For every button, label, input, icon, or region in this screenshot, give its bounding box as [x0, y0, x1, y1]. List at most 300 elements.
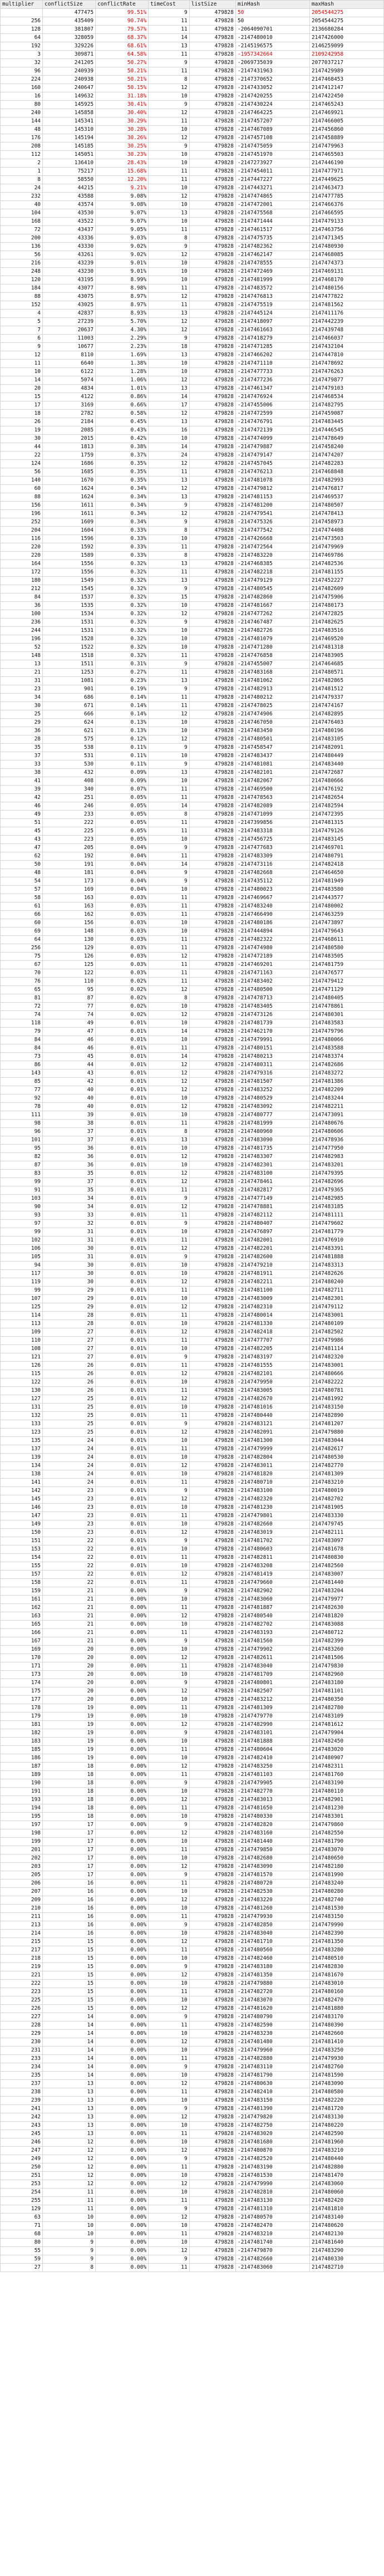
- cell-time-cost[interactable]: 12: [149, 485, 190, 493]
- cell-conflict-rate[interactable]: 0.00%: [96, 1955, 149, 1963]
- cell-min-hash[interactable]: -2147482218: [235, 568, 309, 577]
- cell-max-hash[interactable]: 2147480220: [309, 2122, 383, 2130]
- cell-conflict-rate[interactable]: 0.01%: [96, 1078, 149, 1086]
- cell-list-size[interactable]: 479828: [189, 2097, 235, 2105]
- cell-max-hash[interactable]: 2147476577: [309, 969, 383, 978]
- cell-conflict-size[interactable]: 24: [43, 1479, 96, 1487]
- cell-time-cost[interactable]: 12: [149, 2038, 190, 2047]
- cell-conflict-size[interactable]: 129: [43, 944, 96, 953]
- cell-max-hash[interactable]: 2147480060: [309, 2189, 383, 2197]
- cell-multiplier[interactable]: 240: [1, 109, 43, 117]
- cell-list-size[interactable]: 479828: [189, 2122, 235, 2130]
- cell-time-cost[interactable]: 10: [149, 1838, 190, 1846]
- cell-time-cost[interactable]: 12: [149, 1571, 190, 1579]
- cell-min-hash[interactable]: -2147481530: [235, 2172, 309, 2180]
- cell-conflict-rate[interactable]: 0.00%: [96, 1871, 149, 1880]
- cell-conflict-rate[interactable]: 0.01%: [96, 1203, 149, 1211]
- cell-conflict-rate[interactable]: 0.03%: [96, 911, 149, 919]
- cell-conflict-size[interactable]: 145858: [43, 109, 96, 117]
- cell-multiplier[interactable]: 171: [1, 1662, 43, 1671]
- header-multiplier[interactable]: multiplier: [1, 1, 43, 9]
- cell-time-cost[interactable]: 11: [149, 1237, 190, 1245]
- cell-time-cost[interactable]: 12: [149, 109, 190, 117]
- cell-conflict-size[interactable]: 13: [43, 2130, 96, 2138]
- cell-max-hash[interactable]: 2147482536: [309, 560, 383, 568]
- cell-min-hash[interactable]: -2147466202: [235, 351, 309, 360]
- cell-list-size[interactable]: 479828: [189, 1512, 235, 1520]
- cell-time-cost[interactable]: 10: [149, 1562, 190, 1571]
- cell-list-size[interactable]: 479828: [189, 2147, 235, 2155]
- cell-conflict-size[interactable]: 1534: [43, 610, 96, 619]
- cell-list-size[interactable]: 479828: [189, 1854, 235, 1863]
- cell-min-hash[interactable]: -1957342664: [235, 51, 309, 59]
- cell-time-cost[interactable]: 10: [149, 1980, 190, 1988]
- cell-multiplier[interactable]: [1, 9, 43, 17]
- cell-conflict-rate[interactable]: 0.00%: [96, 1888, 149, 1896]
- cell-list-size[interactable]: 479828: [189, 1713, 235, 1721]
- cell-time-cost[interactable]: 11: [149, 1387, 190, 1395]
- cell-list-size[interactable]: 479828: [189, 1153, 235, 1161]
- cell-max-hash[interactable]: 2147481230: [309, 1804, 383, 1813]
- cell-list-size[interactable]: 479828: [189, 134, 235, 143]
- cell-min-hash[interactable]: -2147480777: [235, 1111, 309, 1120]
- cell-min-hash[interactable]: -2147471285: [235, 343, 309, 351]
- cell-time-cost[interactable]: 11: [149, 1579, 190, 1587]
- cell-min-hash[interactable]: -2147478025: [235, 702, 309, 710]
- cell-time-cost[interactable]: 11: [149, 2230, 190, 2239]
- header-list-size[interactable]: listSize: [189, 1, 235, 9]
- cell-conflict-rate[interactable]: 9.01%: [96, 259, 149, 268]
- cell-list-size[interactable]: 479828: [189, 51, 235, 59]
- cell-min-hash[interactable]: -2147481667: [235, 602, 309, 610]
- cell-list-size[interactable]: 479828: [189, 1019, 235, 1028]
- cell-conflict-rate[interactable]: 0.14%: [96, 710, 149, 719]
- cell-conflict-rate[interactable]: 0.01%: [96, 1186, 149, 1195]
- cell-min-hash[interactable]: -2147482817: [235, 1186, 309, 1195]
- cell-conflict-size[interactable]: 163: [43, 894, 96, 902]
- cell-time-cost[interactable]: 10: [149, 151, 190, 159]
- cell-conflict-size[interactable]: 15: [43, 1955, 96, 1963]
- cell-max-hash[interactable]: 2147481640: [309, 2239, 383, 2247]
- cell-time-cost[interactable]: 10: [149, 777, 190, 786]
- cell-multiplier[interactable]: 196: [1, 635, 43, 644]
- cell-time-cost[interactable]: 10: [149, 1854, 190, 1863]
- cell-time-cost[interactable]: 10: [149, 1228, 190, 1237]
- cell-list-size[interactable]: 479828: [189, 769, 235, 777]
- cell-multiplier[interactable]: 96: [1, 1128, 43, 1136]
- cell-conflict-size[interactable]: 36: [43, 1153, 96, 1161]
- cell-conflict-rate[interactable]: 0.00%: [96, 1713, 149, 1721]
- cell-conflict-size[interactable]: 21: [43, 1604, 96, 1612]
- cell-multiplier[interactable]: 211: [1, 1913, 43, 1921]
- cell-time-cost[interactable]: 11: [149, 1554, 190, 1562]
- cell-min-hash[interactable]: -2147426668: [235, 535, 309, 543]
- cell-max-hash[interactable]: 2147483001: [309, 1362, 383, 1370]
- cell-conflict-rate[interactable]: 0.02%: [96, 994, 149, 1003]
- cell-conflict-rate[interactable]: 30.23%: [96, 151, 149, 159]
- cell-multiplier[interactable]: 207: [1, 1888, 43, 1896]
- cell-conflict-rate[interactable]: 0.01%: [96, 1228, 149, 1237]
- cell-min-hash[interactable]: -2147480440: [235, 1412, 309, 1420]
- cell-list-size[interactable]: 479828: [189, 1629, 235, 1637]
- cell-max-hash[interactable]: 2147483044: [309, 1437, 383, 1445]
- cell-multiplier[interactable]: 91: [1, 1186, 43, 1195]
- cell-conflict-rate[interactable]: 0.03%: [96, 953, 149, 961]
- cell-time-cost[interactable]: 12: [149, 1687, 190, 1696]
- cell-max-hash[interactable]: 2147479133: [309, 218, 383, 226]
- cell-conflict-size[interactable]: 22: [43, 1562, 96, 1571]
- cell-conflict-size[interactable]: 77: [43, 1003, 96, 1011]
- cell-conflict-rate[interactable]: 0.00%: [96, 1946, 149, 1955]
- cell-multiplier[interactable]: 67: [1, 961, 43, 969]
- cell-min-hash[interactable]: -2147476897: [235, 1228, 309, 1237]
- cell-conflict-rate[interactable]: 0.01%: [96, 1512, 149, 1520]
- cell-conflict-size[interactable]: 40: [43, 1095, 96, 1103]
- cell-min-hash[interactable]: -2147482112: [235, 1211, 309, 1220]
- cell-conflict-size[interactable]: 28: [43, 1320, 96, 1328]
- cell-time-cost[interactable]: 10: [149, 2072, 190, 2080]
- cell-conflict-size[interactable]: 28: [43, 1312, 96, 1320]
- cell-max-hash[interactable]: 2147479337: [309, 694, 383, 702]
- cell-time-cost[interactable]: 12: [149, 1370, 190, 1378]
- cell-conflict-rate[interactable]: 0.00%: [96, 2105, 149, 2113]
- cell-list-size[interactable]: 479828: [189, 1053, 235, 1061]
- cell-multiplier[interactable]: 19: [1, 426, 43, 435]
- cell-max-hash[interactable]: 2147480571: [309, 669, 383, 677]
- cell-conflict-size[interactable]: 23: [43, 1495, 96, 1504]
- cell-conflict-rate[interactable]: 0.32%: [96, 635, 149, 644]
- cell-max-hash[interactable]: 2147483185: [309, 1203, 383, 1211]
- cell-conflict-size[interactable]: 14: [43, 2021, 96, 2030]
- cell-max-hash[interactable]: 2147474167: [309, 702, 383, 710]
- cell-list-size[interactable]: 479828: [189, 1804, 235, 1813]
- cell-conflict-rate[interactable]: 0.35%: [96, 460, 149, 468]
- cell-multiplier[interactable]: 78: [1, 1103, 43, 1111]
- cell-multiplier[interactable]: 96: [1, 67, 43, 76]
- cell-conflict-rate[interactable]: 0.01%: [96, 1053, 149, 1061]
- cell-min-hash[interactable]: -2147479902: [235, 1646, 309, 1654]
- cell-multiplier[interactable]: 90: [1, 1203, 43, 1211]
- cell-multiplier[interactable]: 201: [1, 1846, 43, 1854]
- cell-conflict-rate[interactable]: 0.03%: [96, 894, 149, 902]
- cell-conflict-size[interactable]: 408: [43, 777, 96, 786]
- cell-min-hash[interactable]: -2147477542: [235, 527, 309, 535]
- cell-conflict-size[interactable]: 13: [43, 2080, 96, 2088]
- cell-time-cost[interactable]: 12: [149, 610, 190, 619]
- cell-max-hash[interactable]: 2077037217: [309, 59, 383, 67]
- cell-max-hash[interactable]: 2147483010: [309, 1980, 383, 1988]
- cell-conflict-size[interactable]: 10: [43, 2222, 96, 2230]
- cell-multiplier[interactable]: 181: [1, 1721, 43, 1729]
- cell-multiplier[interactable]: 228: [1, 2021, 43, 2030]
- cell-max-hash[interactable]: 2147480002: [309, 902, 383, 911]
- cell-conflict-size[interactable]: 223: [43, 836, 96, 844]
- cell-multiplier[interactable]: 195: [1, 1813, 43, 1821]
- cell-list-size[interactable]: 479828: [189, 1086, 235, 1095]
- cell-max-hash[interactable]: 2147446545: [309, 426, 383, 435]
- cell-conflict-size[interactable]: 21: [43, 1587, 96, 1596]
- cell-list-size[interactable]: 479828: [189, 986, 235, 994]
- cell-conflict-rate[interactable]: 0.34%: [96, 510, 149, 518]
- cell-multiplier[interactable]: 52: [1, 644, 43, 652]
- cell-list-size[interactable]: 479828: [189, 209, 235, 218]
- cell-list-size[interactable]: 479828: [189, 1921, 235, 1930]
- cell-list-size[interactable]: 479828: [189, 1821, 235, 1829]
- cell-max-hash[interactable]: 2147483588: [309, 1044, 383, 1053]
- cell-conflict-rate[interactable]: 30.25%: [96, 143, 149, 151]
- cell-multiplier[interactable]: 193: [1, 1796, 43, 1804]
- cell-list-size[interactable]: 479828: [189, 1520, 235, 1529]
- cell-min-hash[interactable]: -2147469201: [235, 961, 309, 969]
- cell-time-cost[interactable]: 11: [149, 1846, 190, 1854]
- cell-conflict-rate[interactable]: 79.57%: [96, 26, 149, 34]
- cell-multiplier[interactable]: 235: [1, 2072, 43, 2080]
- cell-max-hash[interactable]: 2147475906: [309, 593, 383, 602]
- cell-max-hash[interactable]: 2147482626: [309, 1270, 383, 1278]
- cell-time-cost[interactable]: 11: [149, 894, 190, 902]
- cell-min-hash[interactable]: -2147481570: [235, 1871, 309, 1880]
- cell-min-hash[interactable]: -2147456725: [235, 836, 309, 844]
- cell-conflict-size[interactable]: 1556: [43, 560, 96, 568]
- cell-list-size[interactable]: 479828: [189, 627, 235, 635]
- cell-time-cost[interactable]: 11: [149, 51, 190, 59]
- cell-max-hash[interactable]: 2147482283: [309, 460, 383, 468]
- cell-min-hash[interactable]: -2147483060: [235, 2264, 309, 2272]
- cell-conflict-rate[interactable]: 0.01%: [96, 1554, 149, 1562]
- cell-conflict-rate[interactable]: 0.34%: [96, 485, 149, 493]
- cell-conflict-rate[interactable]: 0.03%: [96, 961, 149, 969]
- cell-multiplier[interactable]: 213: [1, 1921, 43, 1930]
- cell-multiplier[interactable]: 141: [1, 1479, 43, 1487]
- cell-conflict-size[interactable]: 15: [43, 1946, 96, 1955]
- cell-conflict-size[interactable]: 4834: [43, 385, 96, 393]
- cell-max-hash[interactable]: 2147464650: [309, 869, 383, 877]
- cell-list-size[interactable]: 479828: [189, 193, 235, 201]
- cell-list-size[interactable]: 479828: [189, 685, 235, 694]
- cell-min-hash[interactable]: -2147479870: [235, 2247, 309, 2255]
- cell-time-cost[interactable]: 9: [149, 2205, 190, 2214]
- cell-multiplier[interactable]: 123: [1, 1429, 43, 1437]
- cell-conflict-rate[interactable]: 0.01%: [96, 1036, 149, 1044]
- cell-max-hash[interactable]: 2147479395: [309, 1170, 383, 1178]
- cell-conflict-rate[interactable]: 0.01%: [96, 1387, 149, 1395]
- cell-max-hash[interactable]: 2147483301: [309, 1813, 383, 1821]
- cell-min-hash[interactable]: -2147474980: [235, 944, 309, 953]
- cell-time-cost[interactable]: 9: [149, 1220, 190, 1228]
- cell-min-hash[interactable]: -2147481078: [235, 477, 309, 485]
- cell-multiplier[interactable]: 55: [1, 2247, 43, 2255]
- cell-time-cost[interactable]: 12: [149, 2214, 190, 2222]
- cell-conflict-size[interactable]: 12: [43, 2172, 96, 2180]
- cell-multiplier[interactable]: 47: [1, 844, 43, 852]
- cell-list-size[interactable]: 479828: [189, 527, 235, 535]
- cell-min-hash[interactable]: -2147457207: [235, 117, 309, 126]
- cell-max-hash[interactable]: 2147480650: [309, 1854, 383, 1863]
- cell-min-hash[interactable]: -2147482590: [235, 2021, 309, 2030]
- cell-list-size[interactable]: 479828: [189, 1930, 235, 1938]
- cell-conflict-rate[interactable]: 0.01%: [96, 1262, 149, 1270]
- cell-conflict-size[interactable]: 43261: [43, 251, 96, 259]
- cell-conflict-rate[interactable]: 0.00%: [96, 2013, 149, 2021]
- cell-conflict-size[interactable]: 156: [43, 919, 96, 928]
- cell-multiplier[interactable]: 115: [1, 1370, 43, 1378]
- cell-conflict-rate[interactable]: 68.61%: [96, 42, 149, 51]
- cell-max-hash[interactable]: 2147474373: [309, 259, 383, 268]
- cell-min-hash[interactable]: -2147481735: [235, 1145, 309, 1153]
- cell-max-hash[interactable]: 2147479904: [309, 1729, 383, 1738]
- cell-conflict-rate[interactable]: 0.34%: [96, 493, 149, 502]
- cell-conflict-rate[interactable]: 0.00%: [96, 1696, 149, 1704]
- cell-min-hash[interactable]: -2147482301: [235, 1161, 309, 1170]
- cell-min-hash[interactable]: -2147482101: [235, 769, 309, 777]
- cell-multiplier[interactable]: 145: [1, 1495, 43, 1504]
- cell-time-cost[interactable]: 10: [149, 2047, 190, 2055]
- cell-max-hash[interactable]: 2147468170: [309, 276, 383, 284]
- cell-multiplier[interactable]: 165: [1, 1621, 43, 1629]
- cell-time-cost[interactable]: 12: [149, 1103, 190, 1111]
- cell-max-hash[interactable]: 2147482710: [309, 2264, 383, 2272]
- cell-max-hash[interactable]: 2147472687: [309, 769, 383, 777]
- cell-multiplier[interactable]: 106: [1, 1245, 43, 1253]
- cell-time-cost[interactable]: 12: [149, 1061, 190, 1069]
- cell-min-hash[interactable]: -2147444894: [235, 928, 309, 936]
- cell-list-size[interactable]: 479828: [189, 1696, 235, 1704]
- cell-time-cost[interactable]: 12: [149, 1721, 190, 1729]
- cell-multiplier[interactable]: 25: [1, 710, 43, 719]
- cell-conflict-rate[interactable]: 0.32%: [96, 610, 149, 619]
- cell-time-cost[interactable]: 14: [149, 861, 190, 869]
- cell-list-size[interactable]: 479828: [189, 552, 235, 560]
- cell-conflict-size[interactable]: 75217: [43, 168, 96, 176]
- cell-min-hash[interactable]: -2147480801: [235, 1679, 309, 1687]
- cell-max-hash[interactable]: 2147480301: [309, 1011, 383, 1019]
- cell-max-hash[interactable]: 2147482399: [309, 1637, 383, 1646]
- cell-conflict-size[interactable]: 43330: [43, 243, 96, 251]
- cell-multiplier[interactable]: 133: [1, 1420, 43, 1429]
- cell-conflict-rate[interactable]: 50.27%: [96, 59, 149, 67]
- cell-min-hash[interactable]: -2147482611: [235, 1654, 309, 1662]
- cell-multiplier[interactable]: 210: [1, 1905, 43, 1913]
- cell-max-hash[interactable]: 2147483580: [309, 886, 383, 894]
- cell-time-cost[interactable]: 10: [149, 368, 190, 376]
- cell-time-cost[interactable]: 10: [149, 2189, 190, 2197]
- cell-time-cost[interactable]: 12: [149, 1896, 190, 1905]
- cell-multiplier[interactable]: 209: [1, 1896, 43, 1905]
- cell-min-hash[interactable]: -2147483437: [235, 752, 309, 760]
- cell-multiplier[interactable]: 174: [1, 1679, 43, 1687]
- cell-min-hash[interactable]: -2147469667: [235, 894, 309, 902]
- cell-conflict-rate[interactable]: 0.12%: [96, 735, 149, 744]
- cell-max-hash[interactable]: 2147483204: [309, 1587, 383, 1596]
- cell-multiplier[interactable]: 120: [1, 276, 43, 284]
- cell-min-hash[interactable]: -2147481702: [235, 1537, 309, 1545]
- cell-time-cost[interactable]: 11: [149, 936, 190, 944]
- cell-conflict-rate[interactable]: 0.00%: [96, 1612, 149, 1621]
- cell-conflict-size[interactable]: 43588: [43, 193, 96, 201]
- cell-list-size[interactable]: 479828: [189, 518, 235, 527]
- cell-min-hash[interactable]: -2147482668: [235, 869, 309, 877]
- cell-multiplier[interactable]: 124: [1, 460, 43, 468]
- cell-min-hash[interactable]: -2147483150: [235, 2097, 309, 2105]
- cell-min-hash[interactable]: -2147469500: [235, 786, 309, 794]
- cell-time-cost[interactable]: 12: [149, 460, 190, 468]
- cell-conflict-size[interactable]: 43025: [43, 301, 96, 310]
- cell-max-hash[interactable]: 2147483244: [309, 1095, 383, 1103]
- cell-min-hash[interactable]: -2147475519: [235, 301, 309, 310]
- cell-max-hash[interactable]: 2147481905: [309, 1504, 383, 1512]
- cell-conflict-size[interactable]: 1531: [43, 619, 96, 627]
- cell-conflict-size[interactable]: 23: [43, 1487, 96, 1495]
- cell-multiplier[interactable]: 99: [1, 1228, 43, 1237]
- cell-conflict-size[interactable]: 43239: [43, 259, 96, 268]
- cell-conflict-rate[interactable]: 0.00%: [96, 1587, 149, 1596]
- cell-time-cost[interactable]: 14: [149, 393, 190, 401]
- cell-conflict-rate[interactable]: 0.07%: [96, 786, 149, 794]
- cell-list-size[interactable]: 479828: [189, 443, 235, 452]
- cell-conflict-size[interactable]: 15: [43, 1980, 96, 1988]
- cell-max-hash[interactable]: 2147483280: [309, 1946, 383, 1955]
- cell-conflict-size[interactable]: 149632: [43, 92, 96, 101]
- cell-time-cost[interactable]: 11: [149, 786, 190, 794]
- cell-conflict-size[interactable]: 1604: [43, 527, 96, 535]
- cell-min-hash[interactable]: -2147481016: [235, 1404, 309, 1412]
- cell-time-cost[interactable]: 10: [149, 886, 190, 894]
- cell-list-size[interactable]: 479828: [189, 493, 235, 502]
- cell-time-cost[interactable]: 9: [149, 1679, 190, 1687]
- cell-conflict-rate[interactable]: 0.00%: [96, 2080, 149, 2088]
- cell-multiplier[interactable]: 156: [1, 502, 43, 510]
- cell-multiplier[interactable]: 203: [1, 1863, 43, 1871]
- cell-min-hash[interactable]: -2147479316: [235, 1069, 309, 1078]
- cell-multiplier[interactable]: 202: [1, 1854, 43, 1863]
- cell-multiplier[interactable]: 18: [1, 410, 43, 418]
- cell-max-hash[interactable]: 2147479830: [309, 1662, 383, 1671]
- cell-multiplier[interactable]: 82: [1, 1153, 43, 1161]
- cell-min-hash[interactable]: -2147483110: [235, 2063, 309, 2072]
- cell-min-hash[interactable]: -2147482990: [235, 1721, 309, 1729]
- cell-min-hash[interactable]: -2147483160: [235, 1829, 309, 1838]
- cell-conflict-rate[interactable]: 0.01%: [96, 1320, 149, 1328]
- header-conflict-size[interactable]: conflictSize: [43, 1, 96, 9]
- cell-list-size[interactable]: 479828: [189, 351, 235, 360]
- cell-min-hash[interactable]: -2147483318: [235, 827, 309, 836]
- cell-conflict-rate[interactable]: 0.00%: [96, 1646, 149, 1654]
- cell-time-cost[interactable]: 10: [149, 184, 190, 193]
- cell-conflict-rate[interactable]: 0.00%: [96, 1863, 149, 1871]
- cell-min-hash[interactable]: -2147418097: [235, 318, 309, 326]
- cell-time-cost[interactable]: 13: [149, 209, 190, 218]
- cell-min-hash[interactable]: -2147480500: [235, 986, 309, 994]
- cell-min-hash[interactable]: -2147482660: [235, 1520, 309, 1529]
- cell-time-cost[interactable]: 12: [149, 134, 190, 143]
- cell-list-size[interactable]: 479828: [189, 376, 235, 385]
- cell-list-size[interactable]: 479828: [189, 1604, 235, 1612]
- cell-max-hash[interactable]: 2147442239: [309, 318, 383, 326]
- cell-min-hash[interactable]: -2147483013: [235, 1796, 309, 1804]
- cell-time-cost[interactable]: 12: [149, 251, 190, 259]
- cell-max-hash[interactable]: 2147480606: [309, 1128, 383, 1136]
- cell-multiplier[interactable]: 88: [1, 293, 43, 301]
- cell-conflict-size[interactable]: 901: [43, 685, 96, 694]
- cell-max-hash[interactable]: 2147483170: [309, 2013, 383, 2021]
- cell-conflict-rate[interactable]: 0.00%: [96, 1637, 149, 1646]
- cell-list-size[interactable]: 479828: [189, 2105, 235, 2113]
- cell-conflict-size[interactable]: 16: [43, 1930, 96, 1938]
- cell-conflict-size[interactable]: 22: [43, 1579, 96, 1587]
- cell-time-cost[interactable]: 8: [149, 994, 190, 1003]
- cell-max-hash[interactable]: 2147466595: [309, 209, 383, 218]
- cell-multiplier[interactable]: 247: [1, 2147, 43, 2155]
